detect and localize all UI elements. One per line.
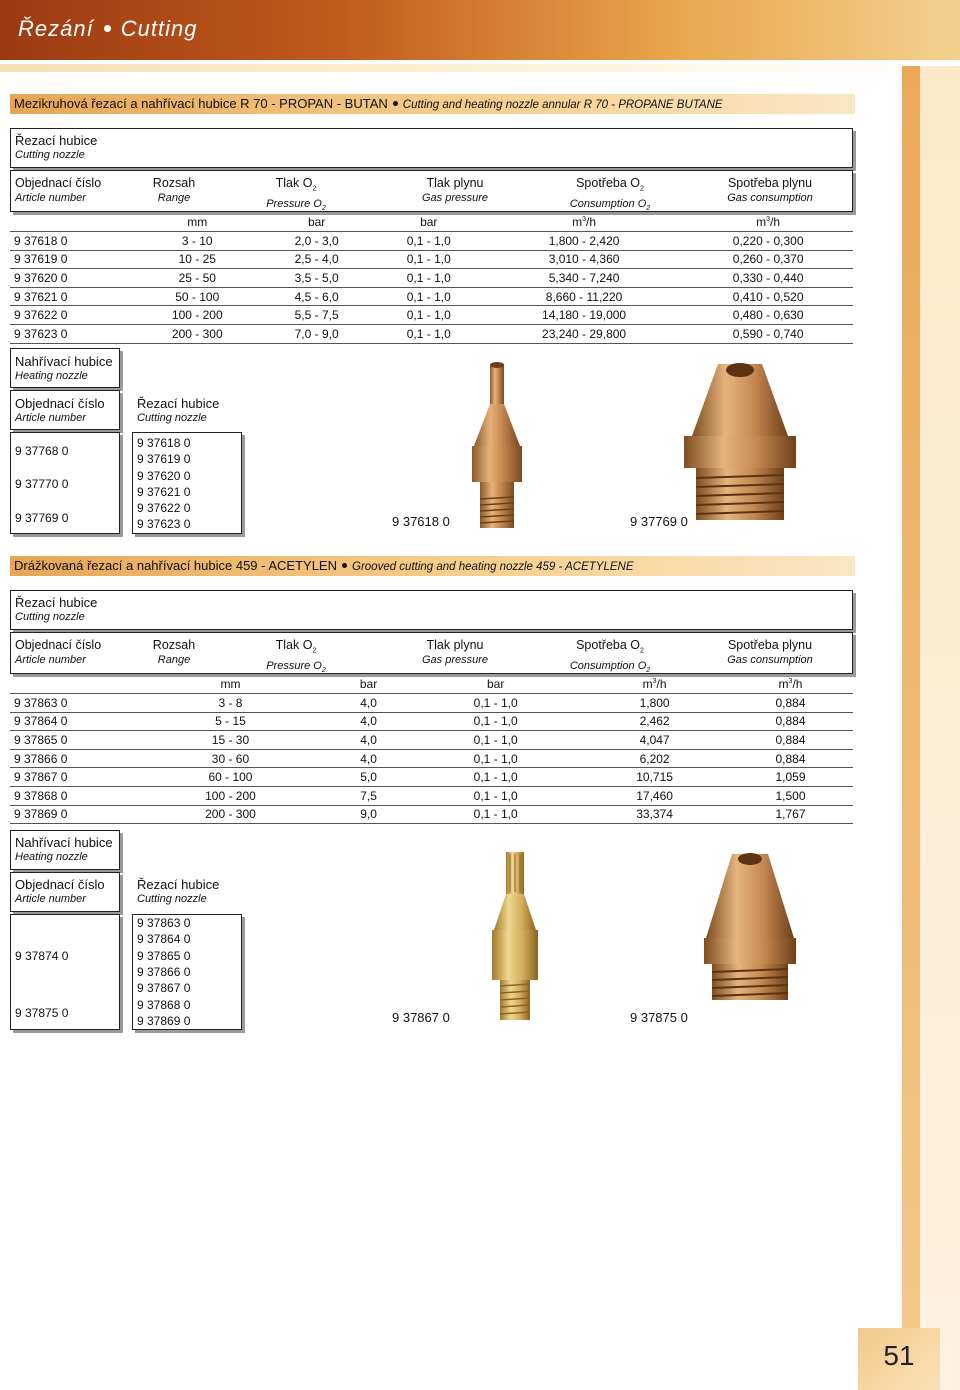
- section2-table: [10, 675, 853, 824]
- title-cz: Řezání: [18, 16, 94, 41]
- unit-cell: bar: [327, 675, 410, 694]
- heating-cutting-item: 9 37863 0: [137, 916, 191, 930]
- table-row: [10, 694, 853, 713]
- table-cell: 0,1 - 1,0: [373, 325, 485, 344]
- table-row: [10, 749, 853, 768]
- section1-cutting-title: [15, 133, 97, 163]
- table-cell: 5,340 - 7,240: [485, 269, 683, 288]
- section2-rows: [10, 694, 853, 824]
- unit-cell: mm: [134, 675, 327, 694]
- unit-suffix: /h: [792, 677, 803, 692]
- table-cell: 33,374: [581, 805, 728, 824]
- table-cell: 14,180 - 19,000: [485, 306, 683, 325]
- cutting-title-cz: Řezací hubice: [15, 133, 98, 148]
- article-number-cell: 9 37864 0: [10, 712, 134, 731]
- nozzle-cone: [706, 854, 794, 938]
- table-cell: 30 - 60: [134, 749, 327, 768]
- col-label-cz: Řezací hubice: [137, 877, 220, 892]
- article-number-cell: 9 37621 0: [10, 287, 134, 306]
- heating-cutting-item: 9 37620 0: [137, 469, 191, 483]
- heating-cutting-item: 9 37865 0: [137, 949, 191, 963]
- superscript: 3: [582, 216, 586, 224]
- article-number-cell: 9 37869 0: [10, 805, 134, 824]
- col-gas-pressure-header: [395, 176, 515, 206]
- table-cell: 3 - 8: [134, 694, 327, 713]
- heating-article: 9 37768 0: [15, 444, 69, 458]
- heating-cutting-item: 9 37869 0: [137, 1014, 191, 1028]
- table-cell: 1,059: [728, 768, 853, 787]
- nozzle-image-9-37769: [670, 356, 810, 526]
- unit-suffix: /h: [586, 215, 597, 230]
- article-number-cell: 9 37620 0: [10, 269, 134, 288]
- table-cell: 5,0: [327, 768, 410, 787]
- top-banner: [0, 0, 960, 60]
- section1-heading-cz: Mezikruhová řezací a nahřívací hubice R 70 - PROPAN - BUTAN: [14, 96, 388, 111]
- unit-cell: mm: [134, 213, 261, 232]
- unit-cell: [728, 675, 853, 694]
- table-row: [10, 269, 853, 288]
- nozzle-image-9-37875: [690, 846, 810, 1006]
- col-label-cz: Rozsah: [152, 176, 196, 190]
- unit-cell: [683, 213, 853, 232]
- table-cell: 9,0: [327, 805, 410, 824]
- table-row: [10, 731, 853, 750]
- subscript: 2: [321, 204, 326, 212]
- table-cell: 0,1 - 1,0: [373, 232, 485, 251]
- col-label-cz: Tlak O: [275, 638, 313, 652]
- heating-cutting-item: 9 37864 0: [137, 932, 191, 946]
- heating-article: 9 37875 0: [15, 1006, 69, 1020]
- table-cell: 15 - 30: [134, 731, 327, 750]
- table-cell: 4,047: [581, 731, 728, 750]
- nozzle-hex: [704, 938, 796, 964]
- table-cell: 0,884: [728, 731, 853, 750]
- article-number-cell: 9 37863 0: [10, 694, 134, 713]
- col-article-header: [15, 638, 135, 668]
- top-stripe: [0, 64, 960, 72]
- subscript: 2: [312, 185, 317, 193]
- table-row: [10, 712, 853, 731]
- heating-article: 9 37874 0: [15, 949, 69, 963]
- subscript: 2: [640, 185, 644, 193]
- side-bar-light: [920, 66, 960, 1390]
- col-consumption-o2-header: [540, 638, 680, 678]
- col-range-header: [134, 638, 214, 668]
- superscript: 3: [788, 678, 793, 686]
- table-cell: 6,202: [581, 749, 728, 768]
- section2-cutting-title: [15, 595, 97, 625]
- table-cell: 0,884: [728, 694, 853, 713]
- col-label-en: Article number: [15, 893, 86, 905]
- table-cell: 7,0 - 9,0: [261, 325, 373, 344]
- heating-cutting-item: 9 37621 0: [137, 485, 191, 499]
- table-cell: 0,884: [728, 749, 853, 768]
- col-label-en: Range: [157, 192, 191, 204]
- table-cell: 3 - 10: [134, 232, 261, 251]
- col-gas-pressure-header: [395, 638, 515, 668]
- unit-m: m: [642, 677, 653, 692]
- section2-heading-en: Grooved cutting and heating nozzle 459 - ACETYLENE: [352, 561, 634, 573]
- heating-cutting-item: 9 37867 0: [137, 981, 191, 995]
- col-pressure-o2-header: [236, 176, 356, 216]
- col-label-cz: Spotřeba O: [576, 638, 641, 652]
- side-bar: [902, 66, 920, 1390]
- table-cell: 0,1 - 1,0: [410, 731, 581, 750]
- heating-cutting-item: 9 37622 0: [137, 501, 191, 515]
- bullet-icon: [342, 563, 347, 568]
- table-cell: 2,462: [581, 712, 728, 731]
- nozzle-body: [492, 930, 538, 980]
- subscript: 2: [646, 204, 651, 212]
- subscript: 2: [646, 666, 651, 674]
- unit-cell: bar: [261, 213, 373, 232]
- unit-cell: [581, 675, 728, 694]
- cutting-title-en: Cutting nozzle: [15, 149, 85, 161]
- heating-title-cz: Nahřívací hubice: [15, 354, 113, 369]
- section1-heading: [10, 94, 855, 114]
- heating-cutting-item: 9 37868 0: [137, 998, 191, 1012]
- heating-cutting-item: 9 37618 0: [137, 436, 191, 450]
- table-cell: 10 - 25: [134, 250, 261, 269]
- col-label-en: Range: [157, 654, 191, 666]
- table-row: [10, 232, 853, 251]
- section2-cutting-title-box: [10, 590, 853, 630]
- cutting-title-cz: Řezací hubice: [15, 595, 98, 610]
- article-number-cell: 9 37618 0: [10, 232, 134, 251]
- image-caption: 9 37618 0: [392, 514, 450, 529]
- nozzle-hex: [684, 436, 796, 468]
- table-cell: 0,1 - 1,0: [373, 250, 485, 269]
- table-cell: 0,1 - 1,0: [373, 306, 485, 325]
- table-row: [10, 805, 853, 824]
- table-cell: 2,0 - 3,0: [261, 232, 373, 251]
- heating-title-en: Heating nozzle: [15, 851, 88, 863]
- table-cell: 0,1 - 1,0: [373, 287, 485, 306]
- table-row: [10, 768, 853, 787]
- col-label-en: Pressure O: [266, 197, 322, 210]
- image-caption: 9 37769 0: [630, 514, 688, 529]
- image-caption: 9 37867 0: [392, 1010, 450, 1025]
- table-cell: 8,660 - 11,220: [485, 287, 683, 306]
- table-cell: 50 - 100: [134, 287, 261, 306]
- table-row: [10, 250, 853, 269]
- section1-heating-title: [15, 354, 113, 384]
- article-number-cell: 9 37622 0: [10, 306, 134, 325]
- table-row: [10, 787, 853, 806]
- col-label-en: Consumption O: [569, 197, 647, 210]
- section1-heading-en: Cutting and heating nozzle annular R 70 - PROPANE BUTANE: [402, 99, 723, 111]
- nozzle-bore: [738, 853, 762, 865]
- col-label-en: Consumption O: [569, 659, 647, 672]
- col-gas-consumption-header: [700, 176, 840, 206]
- table-cell: 0,1 - 1,0: [410, 768, 581, 787]
- col-label-cz: Rozsah: [152, 638, 196, 652]
- nozzle-tip: [490, 364, 504, 404]
- table-cell: 25 - 50: [134, 269, 261, 288]
- heating-cutting-item: 9 37866 0: [137, 965, 191, 979]
- col-label-cz: Objednací číslo: [15, 877, 105, 892]
- col-label-cz: Spotřeba O: [576, 176, 641, 190]
- table-cell: 0,1 - 1,0: [410, 749, 581, 768]
- table-cell: 200 - 300: [134, 325, 261, 344]
- table-cell: 100 - 200: [134, 787, 327, 806]
- unit-cell: [10, 675, 134, 694]
- table-cell: 0,480 - 0,630: [683, 306, 853, 325]
- col-label-cz: Objednací číslo: [15, 638, 102, 652]
- cutting-title-en: Cutting nozzle: [15, 611, 85, 623]
- article-number-cell: 9 37868 0: [10, 787, 134, 806]
- heating-col1-header: [15, 877, 105, 907]
- table-cell: 0,330 - 0,440: [683, 269, 853, 288]
- col-article-header: [15, 176, 135, 206]
- nozzle-image-9-37867: [470, 846, 560, 1026]
- col-gas-consumption-header: [700, 638, 840, 668]
- table-cell: 0,1 - 1,0: [410, 694, 581, 713]
- unit-m: m: [756, 215, 767, 230]
- table-cell: 0,220 - 0,300: [683, 232, 853, 251]
- heating-title-cz: Nahřívací hubice: [15, 835, 113, 850]
- table-cell: 0,260 - 0,370: [683, 250, 853, 269]
- heating-cutting-item: 9 37619 0: [137, 452, 191, 466]
- nozzle-bore: [726, 363, 754, 377]
- unit-m: m: [572, 215, 583, 230]
- unit-cell: [10, 213, 134, 232]
- unit-suffix: /h: [770, 215, 781, 230]
- nozzle-neck: [480, 482, 514, 494]
- table-cell: 23,240 - 29,800: [485, 325, 683, 344]
- col-range-header: [134, 176, 214, 206]
- table-cell: 5 - 15: [134, 712, 327, 731]
- section2-heading-cz: Drážkovaná řezací a nahřívací hubice 459 - ACETYLEN: [14, 558, 337, 573]
- heating-col1-header: [15, 396, 105, 426]
- col-label-en: Cutting nozzle: [137, 893, 207, 905]
- nozzle-hex: [472, 446, 522, 482]
- unit-m: m: [778, 677, 789, 692]
- col-label-en: Gas pressure: [421, 192, 489, 204]
- col-label-cz: Objednací číslo: [15, 176, 102, 190]
- table-cell: 200 - 300: [134, 805, 327, 824]
- table-cell: 4,5 - 6,0: [261, 287, 373, 306]
- unit-suffix: /h: [656, 677, 667, 692]
- col-label-cz: Spotřeba plynu: [727, 638, 813, 652]
- table-cell: 7,5: [327, 787, 410, 806]
- bullet-icon: [104, 25, 111, 32]
- col-label-cz: Spotřeba plynu: [727, 176, 813, 190]
- table-cell: 3,5 - 5,0: [261, 269, 373, 288]
- heating-col2-header: [137, 396, 219, 426]
- table-cell: 4,0: [327, 694, 410, 713]
- table-cell: 100 - 200: [134, 306, 261, 325]
- table-cell: 0,1 - 1,0: [410, 787, 581, 806]
- table-row: [10, 306, 853, 325]
- heating-article: 9 37770 0: [15, 477, 69, 491]
- col-label-en: Pressure O: [266, 659, 322, 672]
- article-number-cell: 9 37619 0: [10, 250, 134, 269]
- table-cell: 60 - 100: [134, 768, 327, 787]
- col-pressure-o2-header: [236, 638, 356, 678]
- units-row: [10, 213, 853, 232]
- heating-article: 9 37769 0: [15, 511, 69, 525]
- col-label-en: Article number: [15, 654, 86, 666]
- table-cell: 1,800 - 2,420: [485, 232, 683, 251]
- table-cell: 5,5 - 7,5: [261, 306, 373, 325]
- col-label-cz: Tlak plynu: [426, 638, 484, 652]
- col-label-en: Article number: [15, 192, 86, 204]
- table-cell: 17,460: [581, 787, 728, 806]
- col-label-en: Gas consumption: [727, 654, 813, 666]
- table-cell: 2,5 - 4,0: [261, 250, 373, 269]
- table-cell: 0,1 - 1,0: [410, 805, 581, 824]
- col-label-cz: Objednací číslo: [15, 396, 105, 411]
- article-number-cell: 9 37867 0: [10, 768, 134, 787]
- page-header-title: [18, 16, 197, 42]
- subscript: 2: [312, 647, 317, 655]
- table-cell: 0,410 - 0,520: [683, 287, 853, 306]
- table-cell: 4,0: [327, 749, 410, 768]
- col-label-en: Cutting nozzle: [137, 412, 207, 424]
- col-label-cz: Tlak plynu: [426, 176, 484, 190]
- heating-col2-header: [137, 877, 219, 907]
- bullet-icon: [393, 101, 398, 106]
- page-number: 51: [883, 1340, 915, 1371]
- unit-cell: bar: [373, 213, 485, 232]
- table-cell: 0,1 - 1,0: [410, 712, 581, 731]
- subscript: 2: [321, 666, 326, 674]
- col-label-cz: Tlak O: [275, 176, 313, 190]
- superscript: 3: [766, 216, 771, 224]
- heating-title-en: Heating nozzle: [15, 370, 88, 382]
- section1-rows: [10, 232, 853, 344]
- col-label-en: Article number: [15, 412, 86, 424]
- table-cell: 0,884: [728, 712, 853, 731]
- col-label-en: Gas consumption: [727, 192, 813, 204]
- section2-heading: [10, 556, 855, 576]
- table-row: [10, 287, 853, 306]
- table-cell: 0,590 - 0,740: [683, 325, 853, 344]
- units-row: [10, 675, 853, 694]
- nozzle-tip-hole: [490, 362, 504, 368]
- section2-heating-title: [15, 835, 113, 865]
- nozzle-cone: [474, 404, 520, 446]
- table-cell: 1,800: [581, 694, 728, 713]
- nozzle-image-9-37618: [440, 356, 560, 536]
- col-label-cz: Řezací hubice: [137, 396, 220, 411]
- section1-table: [10, 213, 853, 344]
- table-cell: 1,767: [728, 805, 853, 824]
- subscript: 2: [640, 647, 644, 655]
- table-cell: 4,0: [327, 731, 410, 750]
- image-caption: 9 37875 0: [630, 1010, 688, 1025]
- article-number-cell: 9 37623 0: [10, 325, 134, 344]
- table-row: [10, 325, 853, 344]
- superscript: 3: [652, 678, 657, 686]
- table-cell: 1,500: [728, 787, 853, 806]
- table-cell: 4,0: [327, 712, 410, 731]
- nozzle-cone: [494, 894, 536, 930]
- table-cell: 10,715: [581, 768, 728, 787]
- section1-cutting-title-box: [10, 128, 853, 168]
- col-label-en: Gas pressure: [421, 654, 489, 666]
- article-number-cell: 9 37865 0: [10, 731, 134, 750]
- col-consumption-o2-header: [540, 176, 680, 216]
- article-number-cell: 9 37866 0: [10, 749, 134, 768]
- unit-cell: [485, 213, 683, 232]
- title-en: Cutting: [120, 16, 198, 41]
- table-cell: 0,1 - 1,0: [373, 269, 485, 288]
- table-cell: 3,010 - 4,360: [485, 250, 683, 269]
- heating-cutting-item: 9 37623 0: [137, 517, 191, 531]
- unit-cell: bar: [410, 675, 581, 694]
